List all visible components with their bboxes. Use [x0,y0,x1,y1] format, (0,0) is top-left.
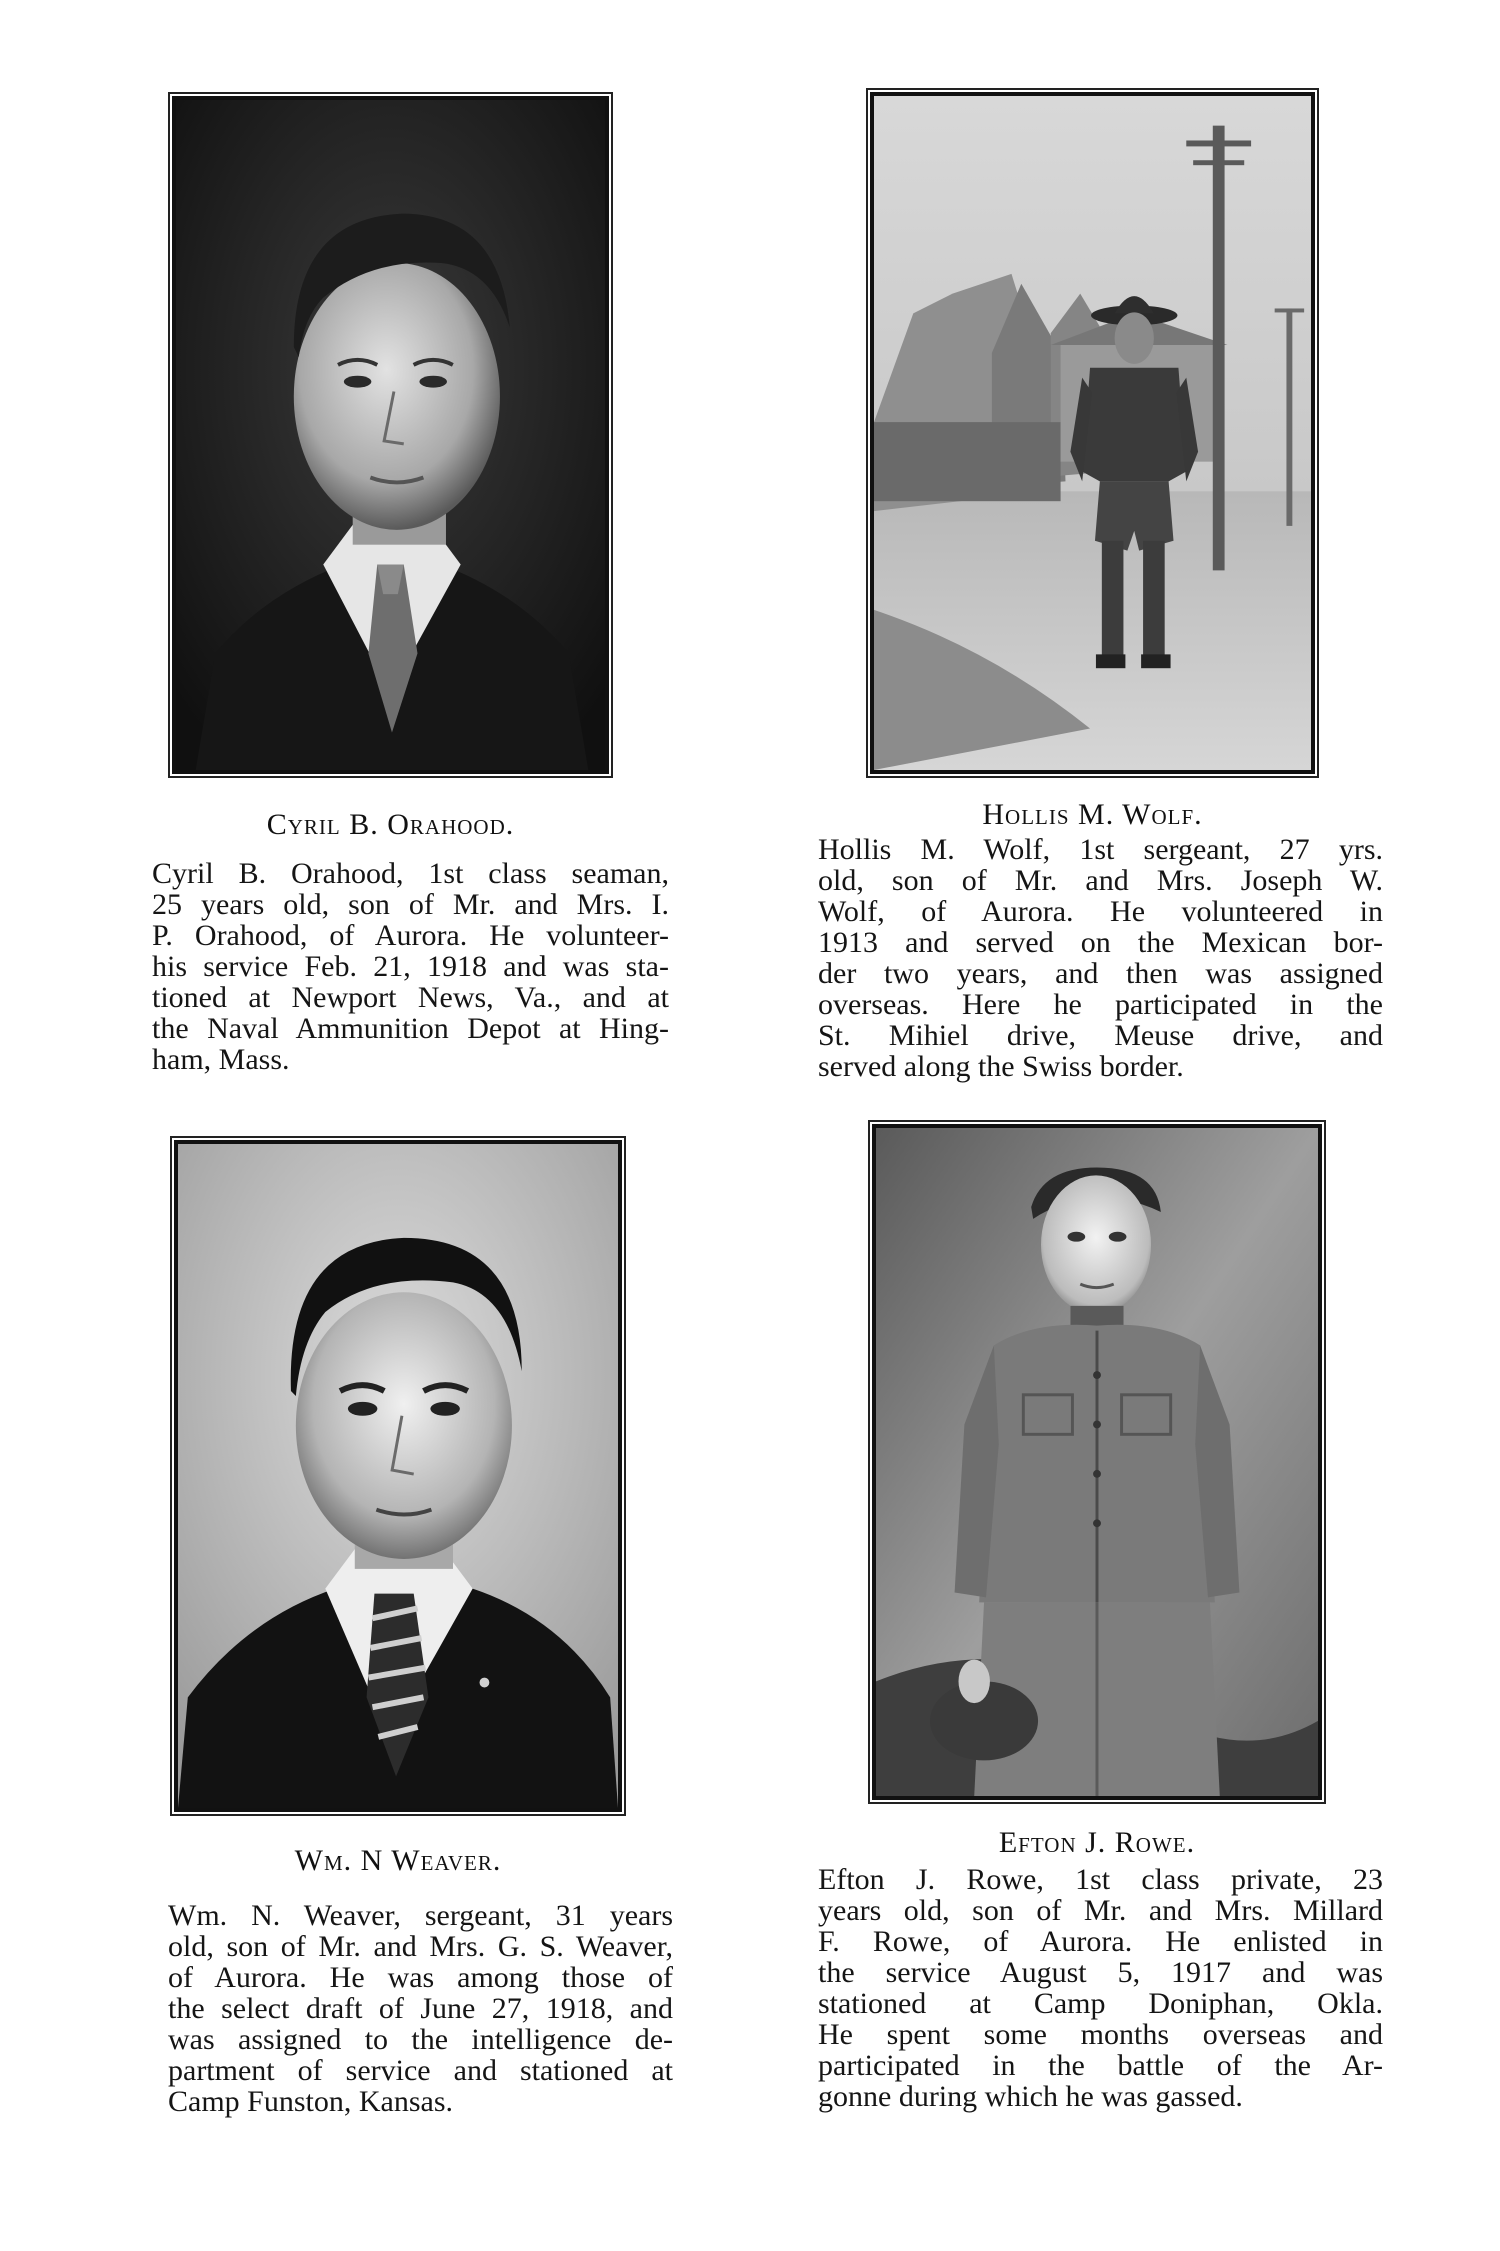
bio-line: his service Feb. 21, 1918 and was sta- [152,950,669,983]
bio-line: overseas. Here he participated in the [818,988,1383,1021]
bio-line: served along the Swiss border. [818,1050,1184,1083]
name-caption-cyril-orahood: Cyril B. Orahood. [266,808,515,841]
bio-line: 1913 and served on the Mexican bor- [818,926,1383,959]
name-caption-efton-rowe: Efton J. Rowe. [998,1826,1196,1859]
uniform-studio-photo-icon [876,1128,1318,1796]
bio-line: of Aurora. He was among those of [168,1961,673,1994]
bio-line: He spent some months overseas and [818,2018,1383,2051]
portrait-photo-icon [178,1144,618,1808]
bio-line: Cyril B. Orahood, 1st class seaman, [152,857,669,890]
bio-line: the service August 5, 1917 and was [818,1956,1383,1989]
bio-line: tioned at Newport News, Va., and at [152,981,669,1014]
portrait-photo-icon [176,100,605,770]
bio-line: participated in the battle of the Ar- [818,2049,1383,2082]
bio-line: partment of service and stationed at [168,2054,673,2087]
bio-wm-weaver [168,1900,673,2117]
bio-line: Hollis M. Wolf, 1st sergeant, 27 yrs. [818,833,1383,866]
photo-efton-rowe [872,1124,1322,1800]
bio-line: P. Orahood, of Aurora. He volunteer- [152,919,669,952]
photo-wm-weaver [174,1140,622,1812]
bio-line: der two years, and then was assigned [818,957,1383,990]
bio-line: years old, son of Mr. and Mrs. Millard [818,1894,1383,1927]
bio-line: the select draft of June 27, 1918, and [168,1992,673,2025]
uniform-camp-photo-icon [874,96,1311,770]
bio-line: old, son of Mr. and Mrs. G. S. Weaver, [168,1930,673,1963]
bio-line: F. Rowe, of Aurora. He enlisted in [818,1925,1383,1958]
name-caption-hollis-wolf: Hollis M. Wolf. [982,798,1203,831]
bio-line: St. Mihiel drive, Meuse drive, and [818,1019,1383,1052]
bio-line: Wolf, of Aurora. He volunteered in [818,895,1383,928]
name-caption-wm-weaver: Wm. N Weaver. [294,1844,502,1877]
bio-hollis-wolf [818,834,1383,1082]
bio-line: Camp Funston, Kansas. [168,2085,453,2118]
bio-line: Wm. N. Weaver, sergeant, 31 years [168,1899,673,1932]
bio-line: the Naval Ammunition Depot at Hing- [152,1012,669,1045]
bio-line: stationed at Camp Doniphan, Okla. [818,1987,1383,2020]
bio-line: old, son of Mr. and Mrs. Joseph W. [818,864,1383,897]
bio-efton-rowe [818,1864,1383,2112]
photo-cyril-orahood [172,96,609,774]
bio-line: 25 years old, son of Mr. and Mrs. I. [152,888,669,921]
photo-hollis-wolf [870,92,1315,774]
bio-line: Efton J. Rowe, 1st class private, 23 [818,1863,1383,1896]
bio-line: ham, Mass. [152,1043,290,1076]
bio-line: gonne during which he was gassed. [818,2080,1243,2113]
bio-cyril-orahood [152,858,669,1075]
bio-line: was assigned to the intelligence de- [168,2023,673,2056]
